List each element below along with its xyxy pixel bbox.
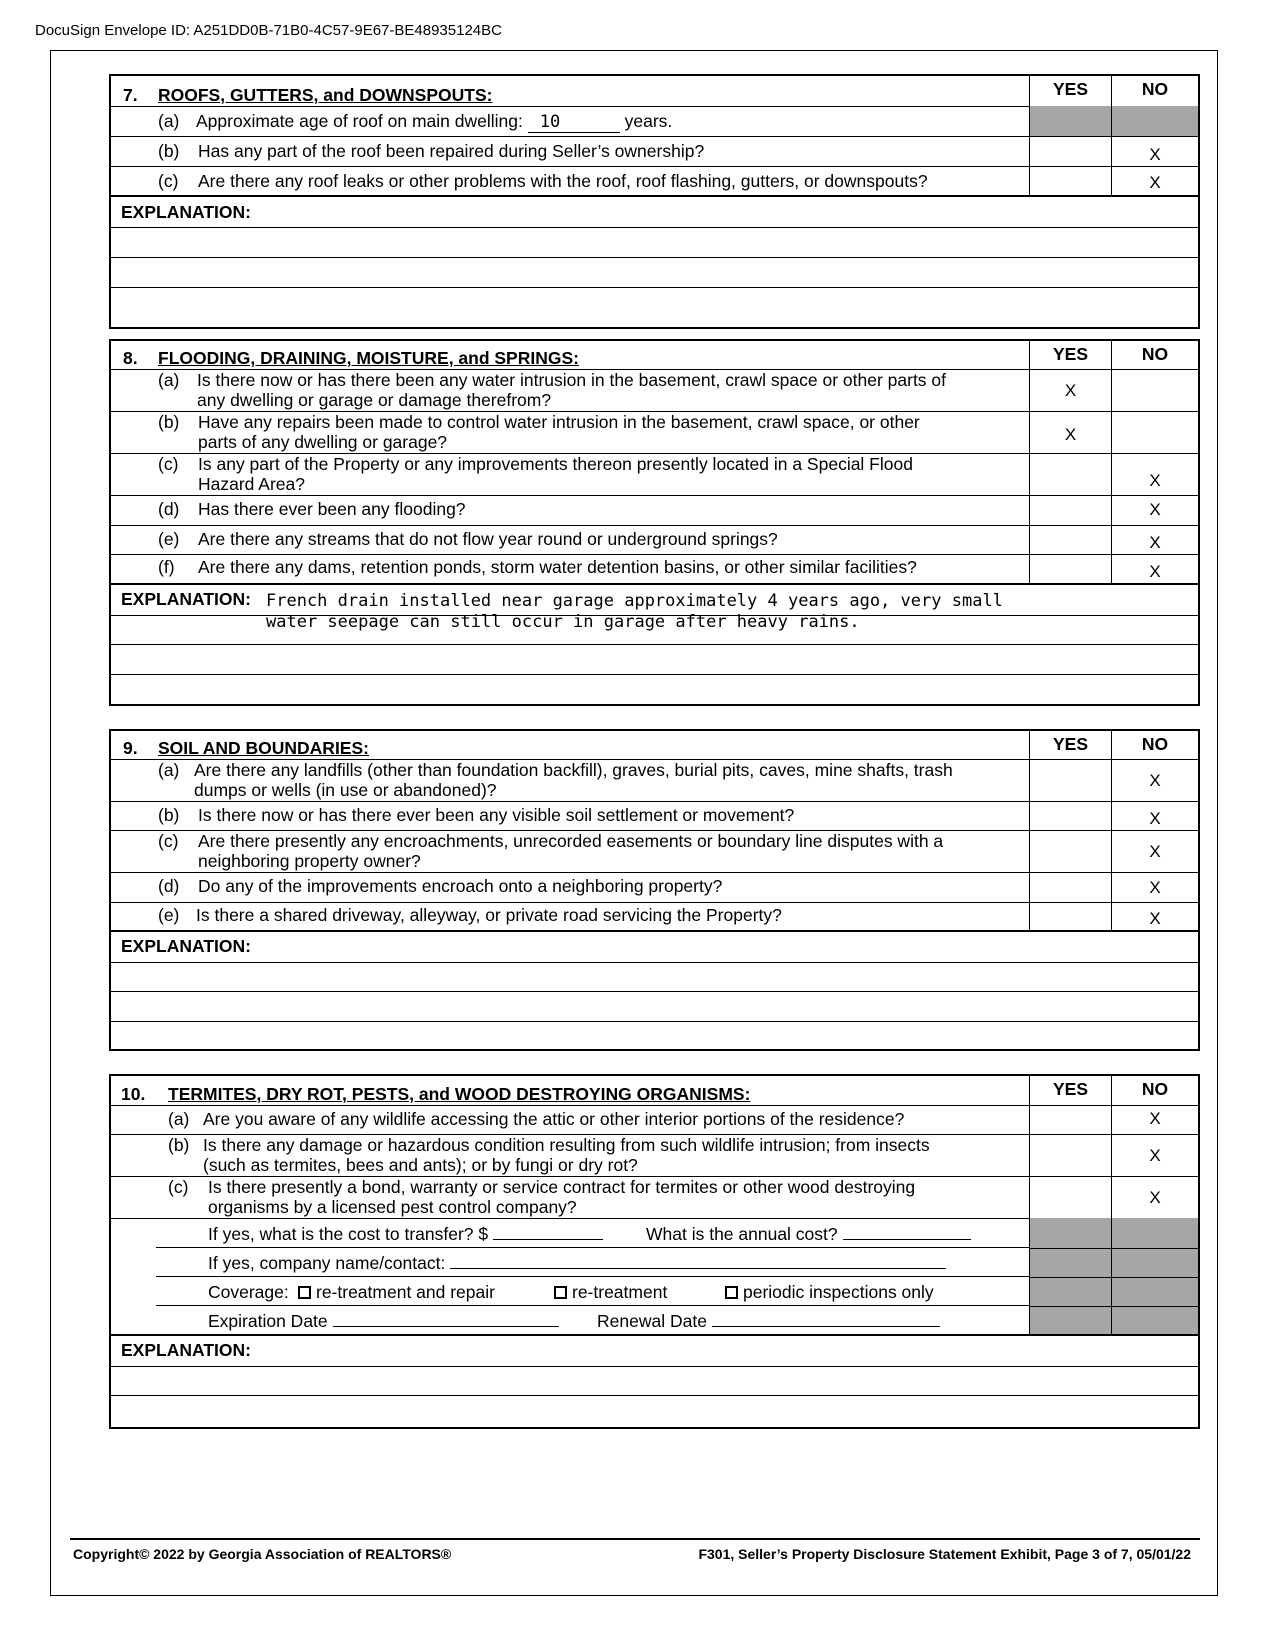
s9-question-c: (c) Are there presently any encroachments, unrecorded easements or boundary line disputes with a neighboring property owner? X: [111, 830, 1198, 873]
s8-b-no[interactable]: [1111, 411, 1198, 453]
s7-header-row: [111, 76, 1198, 107]
checkbox-periodic-inspections[interactable]: [725, 1286, 738, 1299]
s10-cost-row: If yes, what is the cost to transfer? $ What is the annual cost?: [111, 1218, 1198, 1248]
section-8: [109, 339, 1200, 706]
section-10: [109, 1074, 1200, 1429]
s9-explanation-line[interactable]: [111, 962, 1198, 992]
annual-cost-field[interactable]: [843, 1223, 971, 1240]
s9-c-no[interactable]: X: [1111, 830, 1198, 872]
s9-question-b: (b) Is there now or has there ever been any visible soil settlement or movement? X: [111, 801, 1198, 831]
footer-copyright: Copyright© 2022 by Georgia Association of REALTORS®: [73, 1546, 452, 1562]
s10-explanation-line[interactable]: [111, 1366, 1198, 1396]
s7-title: ROOFS, GUTTERS, and DOWNSPOUTS:: [158, 85, 493, 105]
footer-form-id: F301, Seller’s Property Disclosure Statement Exhibit, Page 3 of 7, 05/01/22: [698, 1546, 1191, 1562]
s8-c-yes[interactable]: [1029, 453, 1111, 495]
s8-a-yes[interactable]: X: [1029, 369, 1111, 411]
s7-explanation-line[interactable]: [111, 227, 1198, 258]
s7-number: 7.: [123, 85, 138, 105]
s7-explanation-row: EXPLANATION:: [111, 197, 1198, 228]
s8-c-no[interactable]: X: [1111, 453, 1198, 495]
yes-header: YES: [1052, 79, 1089, 99]
s7-b-yes[interactable]: [1029, 136, 1111, 166]
s10-b-no[interactable]: X: [1111, 1134, 1198, 1176]
s9-c-yes[interactable]: [1029, 830, 1111, 872]
no-header: NO: [1141, 79, 1169, 99]
s10-question-b: (b) Is there any damage or hazardous condition resulting from such wildlife intrusion; from insects (such as termites, bees and ants); or by fungi or dry rot? X: [111, 1134, 1198, 1177]
checkbox-retreatment-repair[interactable]: [298, 1286, 311, 1299]
s9-question-d: (d) Do any of the improvements encroach onto a neighboring property? X: [111, 872, 1198, 903]
s9-b-no[interactable]: X: [1111, 801, 1198, 830]
s10-dates-row: Expiration Date Renewal Date: [111, 1306, 1198, 1336]
s9-explanation-row: EXPLANATION:: [111, 932, 1198, 963]
s10-header-row: 10. TERMITES, DRY ROT, PESTS, and WOOD DESTROYING ORGANISMS: YES NO: [111, 1076, 1198, 1106]
s8-explanation-line[interactable]: water seepage can still occur in garage after heavy rains.: [111, 615, 1198, 645]
s7-b-no[interactable]: X: [1111, 136, 1198, 166]
company-contact-field[interactable]: [450, 1252, 946, 1269]
s8-d-no[interactable]: X: [1111, 495, 1198, 525]
envelope-id: DocuSign Envelope ID: A251DD0B-71B0-4C57-9E67-BE48935124BC: [35, 22, 502, 39]
section-7: [109, 74, 1200, 329]
s8-question-f: (f) Are there any dams, retention ponds, storm water detention basins, or other similar facilities? X: [111, 554, 1198, 585]
s7-question-b: (b) Has any part of the roof been repaired during Seller’s ownership? X: [111, 136, 1198, 167]
s8-question-b: (b) Have any repairs been made to control water intrusion in the basement, crawl space, or other parts of any dwelling or garage? X: [111, 411, 1198, 454]
s10-a-yes[interactable]: [1029, 1105, 1111, 1134]
footer-rule: [70, 1538, 1200, 1540]
section-9: [109, 729, 1200, 1051]
s9-explanation-line[interactable]: [111, 991, 1198, 1022]
s10-company-row: If yes, company name/contact:: [111, 1248, 1198, 1277]
s8-question-d: (d) Has there ever been any flooding? X: [111, 495, 1198, 526]
s10-question-a: (a) Are you aware of any wildlife accessing the attic or other interior portions of the residence? X: [111, 1105, 1198, 1135]
s8-d-yes[interactable]: [1029, 495, 1111, 525]
s8-e-no[interactable]: X: [1111, 525, 1198, 554]
s8-a-no[interactable]: [1111, 369, 1198, 411]
s8-e-yes[interactable]: [1029, 525, 1111, 554]
checkbox-retreatment[interactable]: [554, 1286, 567, 1299]
s9-b-yes[interactable]: [1029, 801, 1111, 830]
s7-c-yes[interactable]: [1029, 166, 1111, 195]
s10-coverage-row: Coverage: re-treatment and repair re-treatment periodic inspections only: [111, 1277, 1198, 1306]
s9-d-yes[interactable]: [1029, 872, 1111, 902]
s9-question-e: (e) Is there a shared driveway, alleyway, or private road servicing the Property? X: [111, 902, 1198, 932]
s7-c-no[interactable]: X: [1111, 166, 1198, 195]
s10-c-no[interactable]: X: [1111, 1176, 1198, 1218]
expiration-date-field[interactable]: [333, 1310, 559, 1327]
s10-question-c: (c) Is there presently a bond, warranty or service contract for termites or other wood destroying organisms by a licensed pest control company? X: [111, 1176, 1198, 1219]
s8-question-a: (a) Is there now or has there been any water intrusion in the basement, crawl space or other parts of any dwelling or garage or damage therefrom? X: [111, 369, 1198, 412]
transfer-cost-field[interactable]: [493, 1223, 603, 1240]
s10-a-no[interactable]: X: [1111, 1105, 1198, 1134]
s8-explanation-line[interactable]: [111, 644, 1198, 675]
s8-f-no[interactable]: X: [1111, 554, 1198, 583]
s9-question-a: (a) Are there any landfills (other than foundation backfill), graves, burial pits, caves, mine shafts, trash dumps or wells (in use or abandoned)? X: [111, 759, 1198, 802]
s9-d-no[interactable]: X: [1111, 872, 1198, 902]
s10-b-yes[interactable]: [1029, 1134, 1111, 1176]
s9-a-no[interactable]: X: [1111, 759, 1198, 801]
s9-header-row: 9. SOIL AND BOUNDARIES: YES NO: [111, 731, 1198, 760]
s8-question-c: (c) Is any part of the Property or any improvements thereon presently located in a Special Flood Hazard Area? X: [111, 453, 1198, 496]
s8-b-yes[interactable]: X: [1029, 411, 1111, 453]
s8-question-e: (e) Are there any streams that do not flow year round or underground springs? X: [111, 525, 1198, 555]
s9-a-yes[interactable]: [1029, 759, 1111, 801]
s7-question-c: (c) Are there any roof leaks or other problems with the roof, roof flashing, gutters, or downspouts? X: [111, 166, 1198, 197]
s8-explanation-row: EXPLANATION: French drain installed near garage approximately 4 years ago, very small: [111, 585, 1198, 616]
s8-header-row: 8. FLOODING, DRAINING, MOISTURE, and SPRINGS: YES NO: [111, 341, 1198, 370]
s10-explanation-row: EXPLANATION:: [111, 1336, 1198, 1367]
s9-e-no[interactable]: X: [1111, 902, 1198, 930]
s7-explanation-line[interactable]: [111, 257, 1198, 288]
s9-e-yes[interactable]: [1029, 902, 1111, 930]
roof-age-field[interactable]: 10: [528, 111, 620, 133]
s10-c-yes[interactable]: [1029, 1176, 1111, 1218]
s8-f-yes[interactable]: [1029, 554, 1111, 583]
renewal-date-field[interactable]: [712, 1310, 940, 1327]
s8-explanation-text[interactable]: French drain installed near garage approximately 4 years ago, very small: [266, 591, 1003, 611]
s7-question-a: (a) Approximate age of roof on main dwelling: 10 years.: [111, 106, 1198, 137]
